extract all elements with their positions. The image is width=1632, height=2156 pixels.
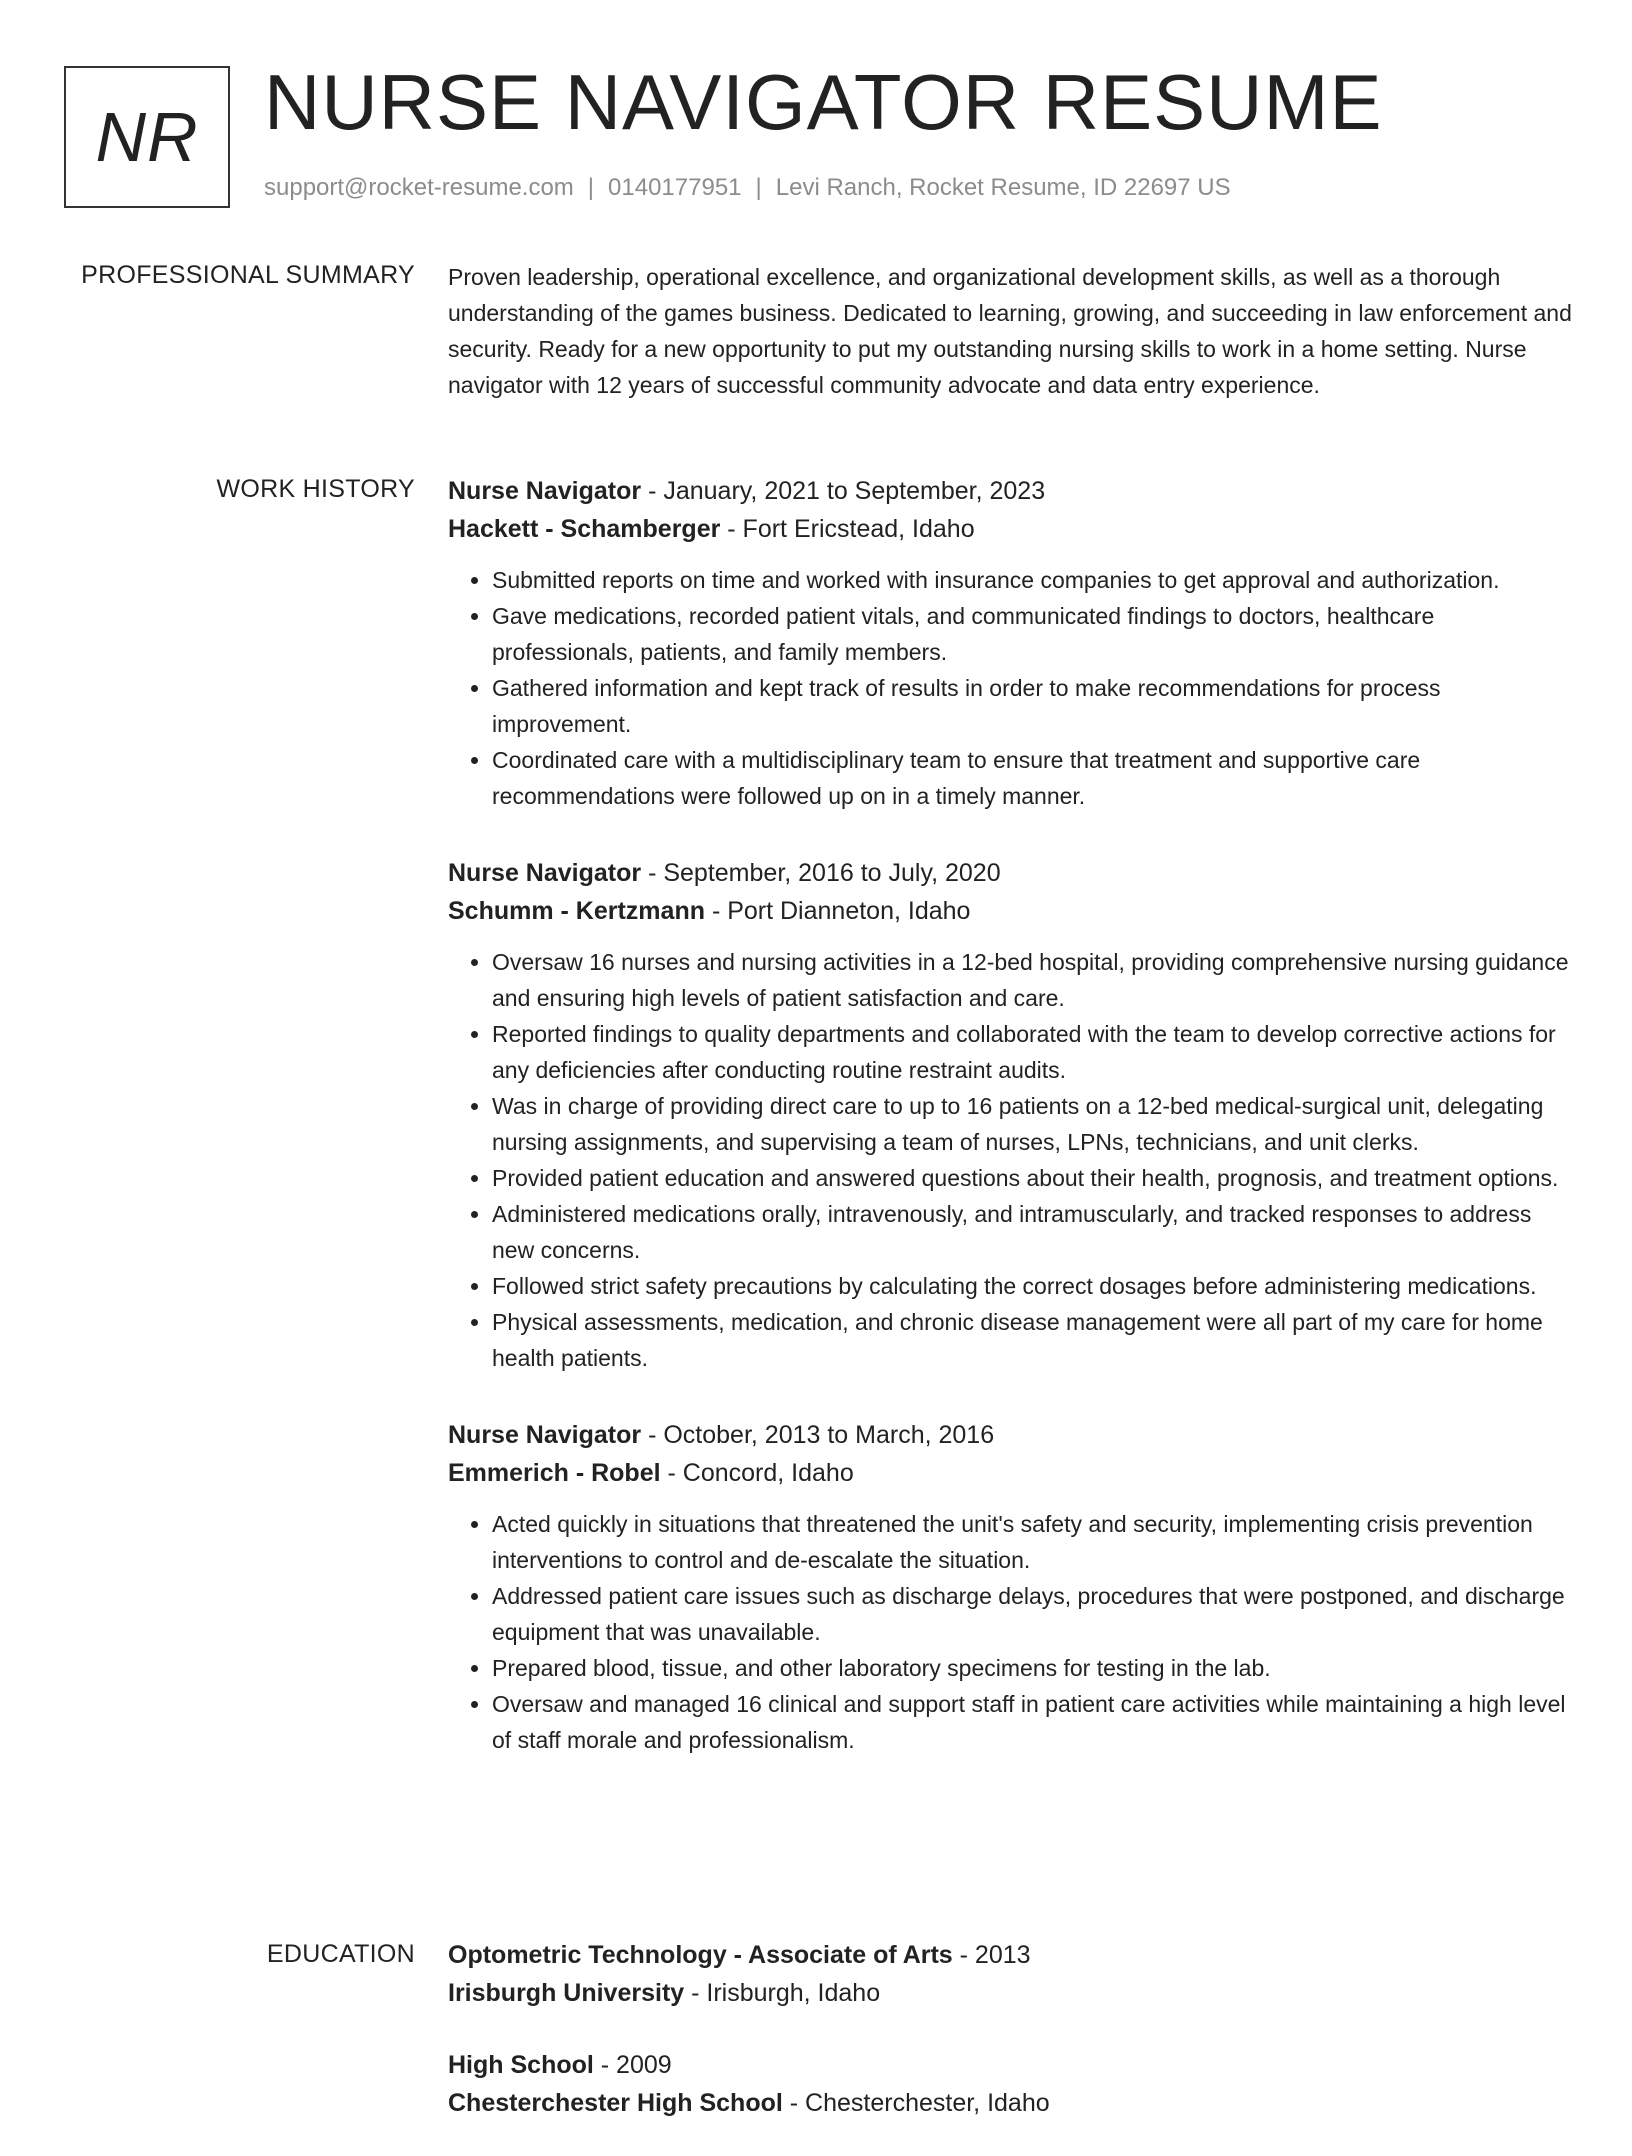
list-item: • Submitted reports on time and worked with insurance companies to get approval and authorization. (492, 562, 1578, 598)
list-item: • Addressed patient care issues such as discharge delays, procedures that were postponed, and discharge equipment that was unavailable. (492, 1578, 1578, 1650)
job-company-line (448, 1454, 1578, 1492)
education-degree-line (448, 2046, 1578, 2084)
education-degree-line (448, 1936, 1578, 1974)
job-location: - Concord, Idaho (667, 1459, 854, 1487)
list-item: • Coordinated care with a multidisciplinary team to ensure that treatment and supportive care recommendations were followed up on in a timely manner. (492, 742, 1578, 814)
education-year: - 2013 (959, 1941, 1031, 1969)
contact-email[interactable]: support@rocket-resume.com (264, 174, 574, 201)
education-year: - 2009 (600, 2051, 672, 2079)
resume-title: NURSE NAVIGATOR RESUME (264, 58, 1383, 146)
job-title: Nurse Navigator (448, 1421, 642, 1449)
contact-separator: | (587, 174, 595, 201)
contact-address: Levi Ranch, Rocket Resume, ID 22697 US (775, 174, 1231, 201)
job-company: Hackett - Schamberger (448, 515, 721, 543)
job-company: Schumm - Kertzmann (448, 897, 705, 925)
contact-line (264, 174, 1231, 202)
work-history-section (448, 472, 1578, 1798)
list-item: • Physical assessments, medication, and chronic disease management were all part of my care for home health patients. (492, 1304, 1578, 1376)
education-entry (448, 1936, 1578, 2012)
contact-phone: 0140177951 (608, 174, 742, 201)
education-location: - Irisburgh, Idaho (691, 1979, 881, 2007)
education-degree: Optometric Technology - Associate of Arts (448, 1941, 953, 1969)
list-item: • Was in charge of providing direct care to up to 16 patients on a 12-bed medical-surgical unit, delegating nursing assignments, and supervising a team of nurses, LPNs, technicians, and unit clerks. (492, 1088, 1578, 1160)
job-title-line (448, 472, 1578, 510)
education-section (448, 1936, 1578, 2156)
education-school-line (448, 1974, 1578, 2012)
list-item: • Reported findings to quality departments and collaborated with the team to develop corrective actions for any deficiencies after conducting routine restraint audits. (492, 1016, 1578, 1088)
job-dates: - September, 2016 to July, 2020 (648, 859, 1001, 887)
education-school: Irisburgh University (448, 1979, 685, 2007)
job-entry (448, 1416, 1578, 1758)
education-school-line (448, 2084, 1578, 2122)
job-company: Emmerich - Robel (448, 1459, 661, 1487)
list-item: • Provided patient education and answered questions about their health, prognosis, and treatment options. (492, 1160, 1578, 1196)
job-bullets (448, 944, 1578, 1376)
list-item: • Gathered information and kept track of results in order to make recommendations for process improvement. (492, 670, 1578, 742)
work-history-heading: WORK HISTORY (216, 475, 415, 503)
summary-heading: PROFESSIONAL SUMMARY (81, 261, 415, 289)
job-location: - Port Dianneton, Idaho (711, 897, 971, 925)
job-entry (448, 472, 1578, 814)
list-item: • Acted quickly in situations that threatened the unit's safety and security, implementing crisis prevention interventions to control and de-escalate the situation. (492, 1506, 1578, 1578)
list-item: • Followed strict safety precautions by calculating the correct dosages before administering medications. (492, 1268, 1578, 1304)
list-item: • Prepared blood, tissue, and other laboratory specimens for testing in the lab. (492, 1650, 1578, 1686)
education-entry (448, 2046, 1578, 2122)
education-location: - Chesterchester, Idaho (789, 2089, 1050, 2117)
job-bullets (448, 1506, 1578, 1758)
job-dates: - October, 2013 to March, 2016 (648, 1421, 995, 1449)
education-school: Chesterchester High School (448, 2089, 783, 2117)
job-bullets (448, 562, 1578, 814)
job-title-line (448, 1416, 1578, 1454)
list-item: • Oversaw 16 nurses and nursing activities in a 12-bed hospital, providing comprehensive nursing guidance and ensuring high levels of patient satisfaction and care. (492, 944, 1578, 1016)
list-item: • Administered medications orally, intravenously, and intramuscularly, and tracked responses to address new concerns. (492, 1196, 1578, 1268)
summary-section (448, 259, 1578, 403)
job-location: - Fort Ericstead, Idaho (727, 515, 975, 543)
job-company-line (448, 892, 1578, 930)
job-title-line (448, 854, 1578, 892)
list-item: • Oversaw and managed 16 clinical and support staff in patient care activities while maintaining a high level of staff morale and professionalism. (492, 1686, 1578, 1758)
initials-monogram: NR (64, 66, 230, 208)
job-title: Nurse Navigator (448, 477, 642, 505)
summary-text: Proven leadership, operational excellence, and organizational development skills, as well as a thorough understanding of the games business. Dedicated to learning, growing, and succeeding in law enforcement and security. Ready for a new opportunity to put my outstanding nursing skills to work in a home setting. Nurse navigator with 12 years of successful community advocate and data entry experience. (448, 264, 1572, 398)
job-dates: - January, 2021 to September, 2023 (648, 477, 1046, 505)
list-item: • Gave medications, recorded patient vitals, and communicated findings to doctors, healthcare professionals, patients, and family members. (492, 598, 1578, 670)
contact-separator: | (755, 174, 762, 201)
education-degree: High School (448, 2051, 594, 2079)
job-title: Nurse Navigator (448, 859, 642, 887)
job-entry (448, 854, 1578, 1376)
job-company-line (448, 510, 1578, 548)
education-heading: EDUCATION (266, 1940, 415, 1968)
